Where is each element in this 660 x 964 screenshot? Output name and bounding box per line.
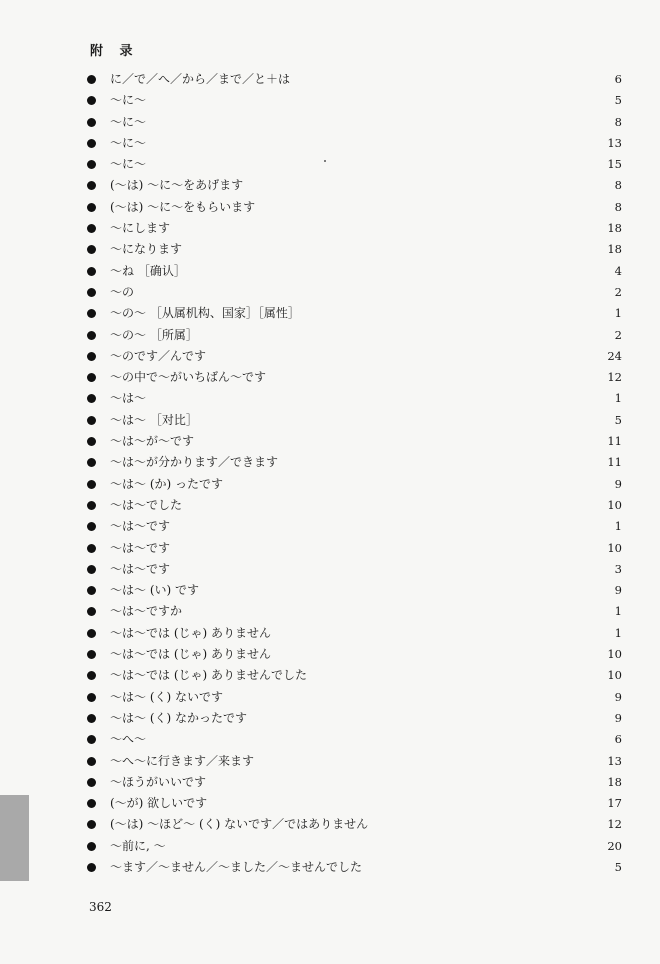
bullet-icon (87, 480, 96, 489)
entry-page-number: 1 (614, 625, 622, 640)
entry-page-number: 9 (614, 689, 622, 704)
index-entry (0, 751, 660, 772)
entry-page-number: 5 (614, 93, 622, 108)
index-entry (0, 239, 660, 260)
index-entry (0, 601, 660, 622)
entry-page-number: 17 (607, 796, 622, 811)
index-entry (0, 814, 660, 835)
entry-text: ～は～では (じゃ) ありませんでした (110, 668, 307, 683)
bullet-icon (87, 501, 96, 510)
bullet-icon (87, 160, 96, 169)
index-entry (0, 69, 660, 90)
bullet-icon (87, 842, 96, 851)
entry-page-number: 18 (607, 774, 622, 789)
index-entry (0, 857, 660, 878)
bullet-icon (87, 586, 96, 595)
entry-page-number: 10 (607, 668, 622, 683)
entry-text: ～になります (110, 242, 183, 257)
index-entry (0, 580, 660, 601)
entry-text: ～は～では (じゃ) ありません (110, 625, 271, 640)
entry-page-number: 1 (614, 306, 622, 321)
bullet-icon (87, 778, 96, 787)
entry-page-number: 18 (607, 242, 622, 257)
entry-page-number: 1 (614, 604, 622, 619)
bullet-icon (87, 693, 96, 702)
index-entry (0, 218, 660, 239)
entry-page-number: 24 (607, 348, 622, 363)
entry-text: ～のです／んです (110, 348, 207, 363)
index-entry (0, 325, 660, 346)
entry-page-number: 8 (614, 199, 622, 214)
index-entry (0, 644, 660, 665)
index-entry (0, 708, 660, 729)
entry-page-number: 8 (614, 178, 622, 193)
entry-text: ～は～ ［对比］ (110, 412, 198, 427)
entry-text: ～ね ［确认］ (110, 263, 186, 278)
entry-page-number: 8 (614, 114, 622, 129)
entry-page-number: 4 (614, 263, 622, 278)
bullet-icon (87, 565, 96, 574)
entry-text: ～は～ (い) です (110, 583, 199, 598)
entry-page-number: 9 (614, 583, 622, 598)
entry-text: ～ます／～ません／～ました／～ませんでした (110, 859, 363, 874)
bullet-icon (87, 799, 96, 808)
entry-text: ～は～です (110, 540, 171, 555)
bullet-icon (87, 118, 96, 127)
entry-text: ～へ～に行きます／来ます (110, 753, 255, 768)
entry-text: ～に～ (110, 135, 147, 150)
bullet-icon (87, 181, 96, 190)
index-entry (0, 303, 660, 324)
scan-speck (324, 160, 326, 162)
entry-text: ～前に, ～ (110, 838, 166, 853)
index-entry (0, 133, 660, 154)
bullet-icon (87, 735, 96, 744)
bullet-icon (87, 75, 96, 84)
entry-page-number: 10 (607, 497, 622, 512)
index-entry (0, 90, 660, 111)
index-entry (0, 388, 660, 409)
index-entry (0, 474, 660, 495)
entry-text: ～は～ (か) ったです (110, 476, 223, 491)
index-entry (0, 175, 660, 196)
bullet-icon (87, 671, 96, 680)
entry-page-number: 20 (607, 838, 622, 853)
entry-text: ～の (110, 284, 135, 299)
index-list (0, 69, 660, 878)
entry-text: ～の～ ［所属］ (110, 327, 198, 342)
entry-page-number: 3 (614, 561, 622, 576)
index-entry (0, 410, 660, 431)
entry-text: に／で／へ／から／まで／と＋は (110, 72, 291, 86)
entry-page-number: 1 (614, 391, 622, 406)
entry-page-number: 9 (614, 710, 622, 725)
index-entry (0, 261, 660, 282)
entry-text: (～は) ～に～をあげます (110, 178, 244, 193)
index-entry (0, 367, 660, 388)
entry-text: ～は～ (く) ないです (110, 689, 223, 704)
bullet-icon (87, 331, 96, 340)
entry-page-number: 2 (614, 284, 622, 299)
page-number: 362 (89, 900, 112, 914)
appendix-header: 附 录 (90, 44, 139, 59)
entry-text: ～に～ (110, 157, 147, 172)
entry-text: ～に～ (110, 114, 147, 129)
entry-page-number: 6 (614, 72, 622, 86)
entry-page-number: 6 (614, 732, 622, 747)
bullet-icon (87, 544, 96, 553)
index-entry (0, 431, 660, 452)
bullet-icon (87, 437, 96, 446)
entry-page-number: 1 (614, 519, 622, 534)
bullet-icon (87, 607, 96, 616)
entry-text: ～は～でした (110, 497, 183, 512)
entry-page-number: 5 (614, 412, 622, 427)
index-entry (0, 346, 660, 367)
bullet-icon (87, 288, 96, 297)
entry-page-number: 13 (607, 135, 622, 150)
index-entry (0, 836, 660, 857)
index-entry (0, 729, 660, 750)
entry-page-number: 12 (607, 370, 622, 385)
entry-text: ～は～です (110, 519, 171, 534)
bullet-icon (87, 820, 96, 829)
entry-page-number: 10 (607, 647, 622, 662)
entry-text: ～ほうがいいです (110, 774, 207, 789)
index-entry (0, 623, 660, 644)
entry-text: ～に～ (110, 93, 147, 108)
entry-text: ～の中で～がいちばん～です (110, 370, 267, 385)
thumb-tab-shade (0, 795, 29, 881)
entry-text: (～は) ～に～をもらいます (110, 199, 256, 214)
bullet-icon (87, 629, 96, 638)
bullet-icon (87, 416, 96, 425)
bullet-icon (87, 650, 96, 659)
bullet-icon (87, 863, 96, 872)
bullet-icon (87, 309, 96, 318)
bullet-icon (87, 373, 96, 382)
index-entry (0, 772, 660, 793)
entry-text: ～の～ ［从属机构、国家］［属性］ (110, 306, 300, 321)
entry-text: ～は～ (く) なかったです (110, 710, 247, 725)
entry-page-number: 11 (607, 455, 622, 470)
index-entry (0, 538, 660, 559)
bullet-icon (87, 394, 96, 403)
bullet-icon (87, 757, 96, 766)
index-entry (0, 793, 660, 814)
entry-page-number: 5 (614, 859, 622, 874)
index-entry (0, 516, 660, 537)
entry-text: (～が) 欲しいです (110, 796, 208, 811)
index-entry (0, 559, 660, 580)
entry-text: ～は～が分かります／できます (110, 455, 279, 470)
entry-page-number: 12 (607, 817, 622, 832)
index-entry (0, 687, 660, 708)
index-entry (0, 154, 660, 175)
entry-page-number: 11 (607, 434, 622, 449)
bullet-icon (87, 203, 96, 212)
index-entry (0, 495, 660, 516)
bullet-icon (87, 714, 96, 723)
bullet-icon (87, 522, 96, 531)
entry-text: ～は～では (じゃ) ありません (110, 647, 271, 662)
entry-text: (～は) ～ほど～ (く) ないです／ではありません (110, 817, 369, 832)
index-entry (0, 112, 660, 133)
index-entry (0, 282, 660, 303)
entry-text: ～へ～ (110, 732, 147, 747)
entry-text: ～は～が～です (110, 434, 195, 449)
index-entry (0, 452, 660, 473)
bullet-icon (87, 245, 96, 254)
entry-page-number: 15 (607, 157, 622, 172)
entry-text: ～は～ですか (110, 604, 183, 619)
bullet-icon (87, 139, 96, 148)
index-entry (0, 197, 660, 218)
entry-text: ～は～です (110, 561, 171, 576)
entry-page-number: 13 (607, 753, 622, 768)
entry-text: ～にします (110, 221, 171, 236)
bullet-icon (87, 352, 96, 361)
entry-page-number: 9 (614, 476, 622, 491)
bullet-icon (87, 458, 96, 467)
entry-page-number: 2 (614, 327, 622, 342)
index-entry (0, 665, 660, 686)
bullet-icon (87, 267, 96, 276)
entry-page-number: 10 (607, 540, 622, 555)
bullet-icon (87, 224, 96, 233)
entry-text: ～は～ (110, 391, 147, 406)
entry-page-number: 18 (607, 221, 622, 236)
bullet-icon (87, 96, 96, 105)
